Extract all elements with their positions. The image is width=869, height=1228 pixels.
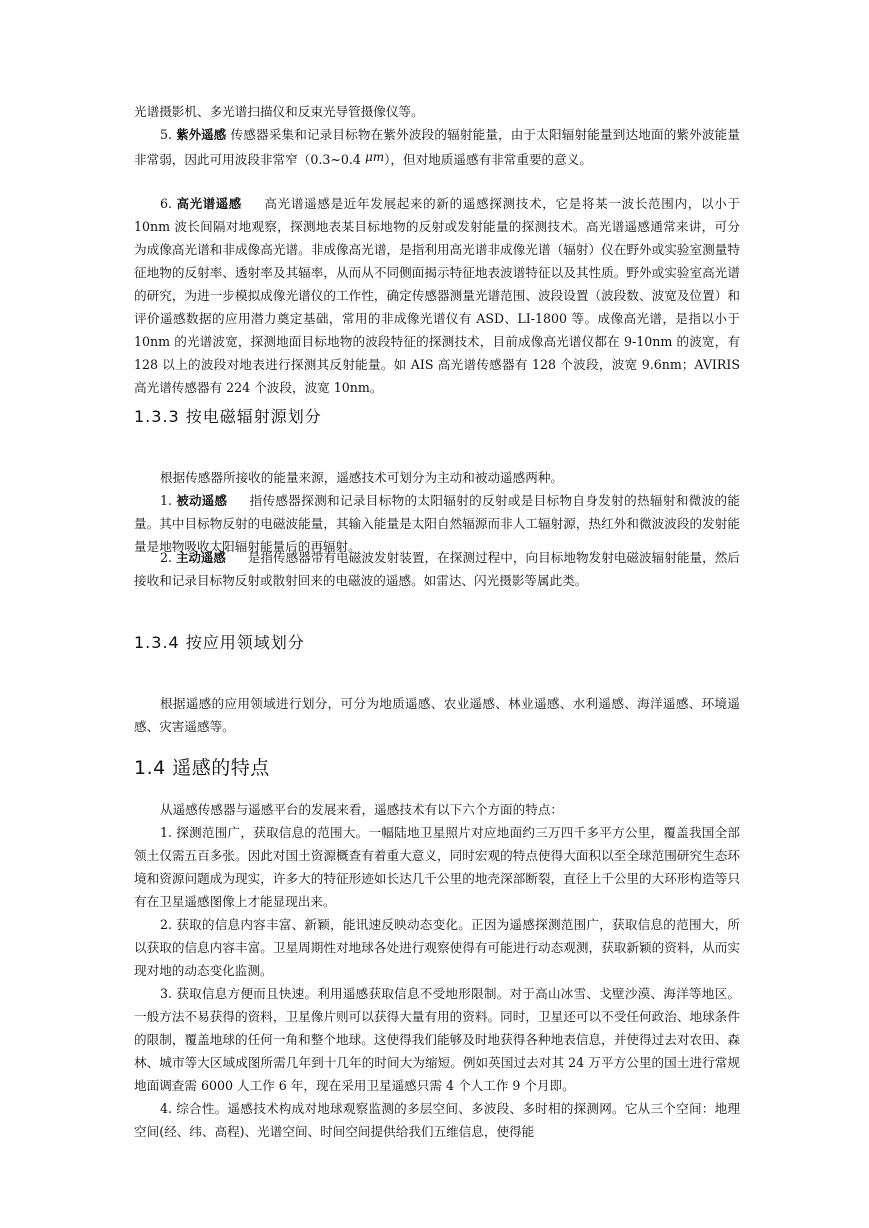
paragraph-uv-remote-sensing <box>134 123 740 171</box>
uv-unit: μm <box>364 150 385 164</box>
hyper-text: 高光谱遥感是近年发展起来的新的遥感探测技术，它是将某一波长范围内，以小于 10nm 波长间隔对地观察，探测地表某目标地物的反射或发射能量的探测技术。高光谱遥感通常来讲，可分为成像高光谱和非成像高光谱。非成像高光谱，是指利用高光谱非成像光谱（辐射）仪在野外或实验室测量特征地物的反射率、透射率及其辐率，从而从不同侧面揭示特征地表波谱特征以及其性质。野外或实验室高光谱的研究，为进一步模拟成像光谱仪的工作性，确定传感器测量光谱范围、波段设置（波段数、波宽及位置）和评价遥感数据的应用潜力奠定基础，常用的非成像光谱仪有 ASD、LI-1800 等。成像高光谱，是指以小于 10nm 的光谱波宽，探测地面目标地物的波段特征的探测技术，目前成像高光谱仪都在 9-10nm 的波宽，有 128 以上的波段对地表进行探测其反射能量。如 AIS 高光谱传感器有 128 个波段，波宽 9.6nm；AVIRIS 高光谱传感器有 224 个波段，波宽 10nm。 <box>134 196 740 395</box>
active-text: 是指传感器带有电磁波发射装置，在探测过程中，向目标地物发射电磁波辐射能量，然后接收和记录目标物反射或散射回来的电磁波的遥感。如雷达、闪光摄影等属此类。 <box>134 550 741 588</box>
paragraph-feature-2: 2. 获取的信息内容丰富、新颖，能讯速反映动态变化。正因为遥感探测范围广，获取信息的范围大，所以获取的信息内容丰富。卫星周期性对地球各处进行观察使得有可能进行动态观测，获取新颖的资料，从而实现对地的动态变化监测。 <box>134 917 740 978</box>
paragraph-intro: 光谱摄影机、多光谱扫描仪和反束光导管摄像仪等。 <box>134 104 424 119</box>
heading-1-3-4: 1.3.4 按应用领域划分 <box>134 633 305 652</box>
heading-1-4: 1.4 遥感的特点 <box>134 757 270 779</box>
passive-term: 被动遥感 <box>176 493 228 508</box>
uv-text-a: 传感器采集和记录目标物在紫外波段的辐射能量，由于太阳辐射能量到达地面的紫外波能量非常弱，因此可用波段非常窄（0.3~0.4 <box>134 127 740 167</box>
paragraph-feature-3: 3. 获取信息方便而且快速。利用遥感获取信息不受地形限制。对于高山冰雪、戈壁沙漠、海洋等地区。一般方法不易获得的资料，卫星像片则可以获得大量有用的资料。同时，卫星还可以不受任何政治、地球条件的限制，覆盖地球的任何一角和整个地球。这使得我们能够及时地获得各种地表信息，并使得过去对农田、森林、城市等大区域成图所需几年到十几年的时间大为缩短。例如英国过去对其 24 万平方公里的国土进行常规地面调查需 6000 人工作 6 年，现在采用卫星遥感只需 4 个人工作 9 个月即。 <box>134 986 740 1093</box>
passive-text: 指传感器探测和记录目标物的太阳辐射的反射或是目标物自身发射的热辐射和微波的能量。其中目标物反射的电磁波能量，其输入能量是太阳自然辐源而非人工辐射源，热红外和微波波段的发射能量是地物吸收太阳辐射能量后的再辐射。 <box>134 493 741 554</box>
uv-term: 紫外遥感 <box>176 127 227 142</box>
paragraph-feature-4: 4. 综合性。遥感技术构成对地球观察监测的多层空间、多波段、多时相的探测网。它从三个空间：地理空间(经、纬、高程)、光谱空间、时间空间提供给我们五维信息，使得能 <box>134 1101 740 1139</box>
active-term: 主动遥感 <box>176 550 226 565</box>
paragraph-hyperspectral <box>134 192 740 399</box>
hyper-term: 高光谱遥感 <box>176 196 242 211</box>
active-number: 2. <box>160 550 173 565</box>
paragraph-features-intro: 从遥感传感器与遥感平台的发展来看，遥感技术有以下六个方面的特点： <box>160 802 563 817</box>
passive-number: 1. <box>160 493 173 508</box>
paragraph-energy-source-intro: 根据传感器所接收的能量来源，遥感技术可划分为主动和被动遥感两种。 <box>160 470 563 485</box>
paragraph-application-fields: 根据遥感的应用领域进行划分，可分为地质遥感、农业遥感、林业遥感、水利遥感、海洋遥感、环境遥感、灾害遥感等。 <box>134 696 740 734</box>
uv-number: 5. <box>160 127 173 142</box>
hyper-number: 6. <box>160 196 173 211</box>
paragraph-active-remote-sensing <box>134 546 740 592</box>
heading-1-3-3: 1.3.3 按电磁辐射源划分 <box>134 407 322 426</box>
uv-text-b: ），但对地质遥感有非常重要的意义。 <box>384 152 592 167</box>
paragraph-feature-1: 1. 探测范围广，获取信息的范围大。一幅陆地卫星照片对应地面约三万四千多平方公里，覆盖我国全部领土仅需五百多张。因此对国土资源概查有着重大意义，同时宏观的特点使得大面积以至全球范围研究生态环境和资源问题成为现实，许多大的特征形迹如长达几千公里的地壳深部断裂，直径上千公里的大环形构造等只有在卫星遥感图像上才能显现出来。 <box>134 825 740 909</box>
